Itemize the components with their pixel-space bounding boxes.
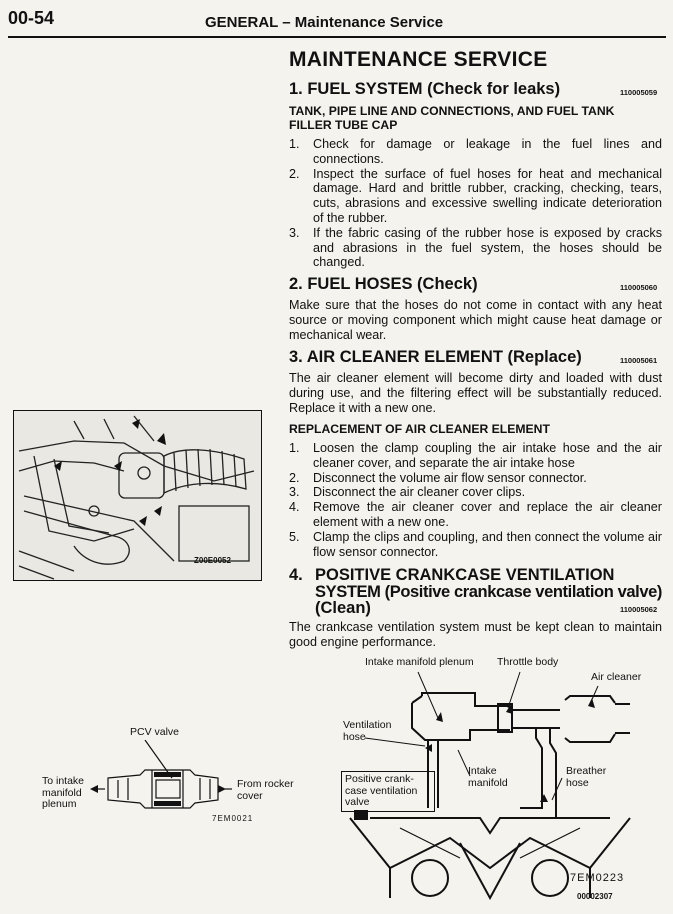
label-line: Breather: [566, 765, 607, 777]
section-1-heading: 1. FUEL SYSTEM (Check for leaks): [289, 80, 561, 98]
step-text: Clamp the clips and coupling, and then connect the volume air flow sensor connector.: [313, 529, 662, 559]
air-cleaner-label: Air cleaner: [591, 671, 642, 683]
label-line: manifold: [42, 786, 82, 799]
page-number: 00-54: [8, 8, 55, 28]
step-text: Loosen the clamp coupling the air intake hose and the air cleaner cover, and separate the air intake hose: [313, 441, 662, 470]
header-title: GENERAL – Maintenance Service: [205, 14, 444, 31]
section-1-subheading: TANK, PIPE LINE AND CONNECTIONS, AND FUEL TANK FILLER TUBE CAP: [289, 104, 615, 132]
pcv-valve-code: 7EM0021: [212, 814, 254, 823]
section-4-body: The crankcase ventilation system must be kept clean to maintain good engine performance.: [289, 620, 662, 649]
list-item: [289, 226, 662, 270]
pcv-valve-label: PCV valve: [130, 726, 180, 738]
from-rocker-label: [237, 779, 294, 802]
list-item: [289, 471, 662, 486]
label-line: cover: [237, 789, 263, 802]
engine-photo-code: Z00E0052: [194, 556, 231, 565]
section-3-steps: [289, 441, 662, 559]
list-item: [289, 167, 662, 226]
section-4-heading-line-3: (Clean): [315, 599, 371, 617]
list-item: [289, 137, 662, 167]
step-number: 1.: [289, 441, 300, 455]
step-text: Check for damage or leakage in the fuel lines and connections.: [313, 137, 662, 166]
step-text: Disconnect the air cleaner cover clips.: [313, 485, 526, 500]
list-item: [289, 500, 662, 530]
label-line: manifold: [468, 776, 508, 789]
section-4-heading-line-2: SYSTEM (Positive crankcase ventilation valve): [315, 583, 662, 601]
label-line: hose: [566, 776, 589, 789]
step-number: 5.: [289, 529, 300, 544]
step-text: Inspect the surface of fuel hoses for heat and mechanical damage. Hard and brittle rubber, cracking, checking, tears, cuts, abrasions and excessive swelling indicate deterioration of the rubber.: [313, 166, 662, 225]
label-line: To intake: [42, 775, 85, 787]
label-line: Ventilation: [343, 719, 392, 731]
label-line: case ventilation: [345, 784, 418, 797]
pcv-system-diagram: [330, 668, 665, 900]
label-line: Positive crank-: [345, 773, 414, 785]
label-line: plenum: [42, 798, 77, 810]
step-number: 4.: [289, 500, 300, 515]
section-1-code: 110005059: [620, 88, 658, 97]
step-text: If the fabric casing of the rubber hose is exposed by cracks and abrasions in the fuel system, the hoses should be changed.: [313, 225, 662, 270]
throttle-body-label: Throttle body: [497, 656, 559, 668]
step-number: 2.: [289, 470, 300, 485]
label-line: hose: [343, 730, 366, 743]
pcv-system-code: 7EM0223: [570, 872, 625, 884]
list-item: [289, 485, 662, 500]
section-3-heading: 3. AIR CLEANER ELEMENT (Replace): [289, 348, 582, 366]
pcv-valve-diagram: [90, 740, 240, 815]
section-1-steps: [289, 137, 662, 270]
section-3-subheading: REPLACEMENT OF AIR CLEANER ELEMENT: [289, 422, 550, 436]
step-number: 3.: [289, 485, 300, 500]
step-text: Disconnect the volume air flow sensor connector.: [313, 470, 587, 485]
page-code: 00002307: [577, 892, 613, 901]
page-title: MAINTENANCE SERVICE: [289, 48, 548, 71]
section-3-code: 110005061: [620, 356, 658, 365]
section-3-body: The air cleaner element will become dirty and loaded with dust during use, and the filtering effect will be substantially reduced. Replace it with a new one.: [289, 371, 662, 415]
label-line: valve: [345, 796, 370, 808]
step-number: 3.: [289, 225, 300, 240]
section-2-body: Make sure that the hoses do not come in contact with any heat source or moving component which might cause heat damage or mechanical wear.: [289, 298, 662, 342]
step-number: 2.: [289, 166, 300, 181]
step-text: Remove the air cleaner cover and replace the air cleaner element with a new one.: [313, 500, 662, 529]
step-number: 1.: [289, 137, 300, 151]
section-4-heading-line-1: POSITIVE CRANKCASE VENTILATION: [315, 566, 615, 584]
list-item: [289, 530, 662, 560]
plenum-label: Intake manifold plenum: [365, 656, 474, 668]
list-item: [289, 441, 662, 471]
header-rule: [8, 36, 666, 38]
section-2-code: 110005060: [620, 283, 658, 292]
label-line: From rocker: [237, 778, 294, 790]
section-2-heading: 2. FUEL HOSES (Check): [289, 275, 478, 293]
engine-photo-figure: [13, 410, 262, 581]
label-line: Intake: [468, 765, 497, 777]
section-4-code: 110005062: [620, 605, 658, 614]
section-4-number: 4.: [289, 566, 303, 584]
engine-bay-illustration: [14, 411, 261, 580]
